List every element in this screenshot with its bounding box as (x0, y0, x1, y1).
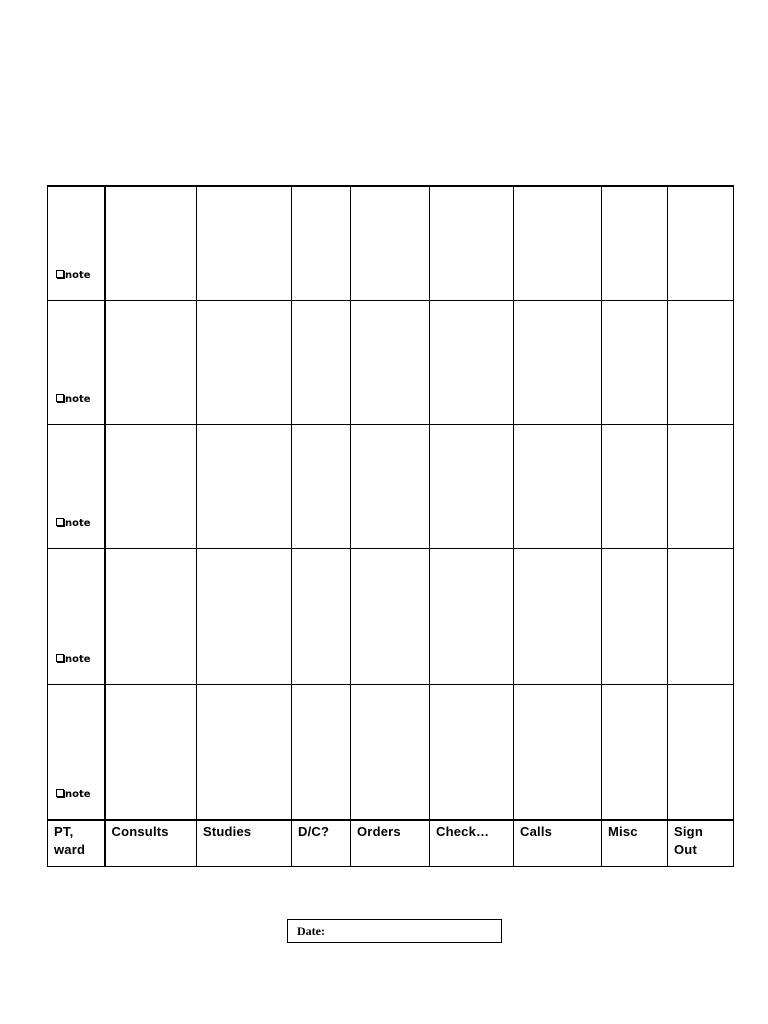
note-checkbox[interactable] (56, 654, 91, 666)
checkbox-icon[interactable] (56, 270, 64, 278)
sign-out-cell[interactable] (668, 548, 734, 684)
patient-row (48, 548, 734, 684)
header-check (430, 820, 514, 866)
dc-cell[interactable] (292, 186, 351, 300)
checkbox-icon[interactable] (56, 518, 64, 526)
consults-cell[interactable] (105, 548, 197, 684)
header-pt-ward (48, 820, 105, 866)
checkbox-icon[interactable] (56, 789, 64, 797)
header-label: D/C? (298, 824, 330, 839)
orders-cell[interactable] (351, 548, 430, 684)
misc-cell[interactable] (602, 424, 668, 548)
note-checkbox[interactable] (56, 270, 91, 282)
header-consults (105, 820, 197, 866)
check-cell[interactable] (430, 548, 514, 684)
header-dc (292, 820, 351, 866)
header-label: Studies (203, 824, 252, 839)
calls-cell[interactable] (514, 300, 602, 424)
patient-worksheet-table (47, 185, 734, 867)
sign-out-cell[interactable] (668, 684, 734, 820)
dc-cell[interactable] (292, 548, 351, 684)
pt-cell[interactable] (48, 186, 105, 300)
check-cell[interactable] (430, 186, 514, 300)
header-orders (351, 820, 430, 866)
orders-cell[interactable] (351, 424, 430, 548)
dc-cell[interactable] (292, 424, 351, 548)
date-label: Date: (297, 924, 325, 938)
orders-cell[interactable] (351, 684, 430, 820)
misc-cell[interactable] (602, 186, 668, 300)
misc-cell[interactable] (602, 548, 668, 684)
note-checkbox[interactable] (56, 518, 91, 530)
checkbox-icon[interactable] (56, 654, 64, 662)
date-field[interactable] (287, 919, 502, 943)
consults-cell[interactable] (105, 684, 197, 820)
studies-cell[interactable] (197, 424, 292, 548)
studies-cell[interactable] (197, 300, 292, 424)
header-label: Check… (436, 824, 490, 839)
header-label: Orders (357, 824, 401, 839)
dc-cell[interactable] (292, 300, 351, 424)
calls-cell[interactable] (514, 424, 602, 548)
patient-row (48, 684, 734, 820)
check-cell[interactable] (430, 300, 514, 424)
note-label: note (65, 789, 91, 800)
header-label: Misc (608, 824, 638, 839)
patient-row (48, 300, 734, 424)
note-label: note (65, 269, 91, 281)
calls-cell[interactable] (514, 684, 602, 820)
header-label: Consults (111, 824, 169, 839)
pt-cell[interactable] (48, 300, 105, 424)
studies-cell[interactable] (197, 684, 292, 820)
sign-out-cell[interactable] (668, 300, 734, 424)
header-label: PT, (54, 824, 74, 839)
header-label: Calls (520, 824, 553, 839)
pt-cell[interactable] (48, 684, 105, 820)
misc-cell[interactable] (602, 684, 668, 820)
patient-row (48, 424, 734, 548)
consults-cell[interactable] (105, 186, 197, 300)
dc-cell[interactable] (292, 684, 351, 820)
header-label: ward (54, 842, 86, 857)
consults-cell[interactable] (105, 424, 197, 548)
check-cell[interactable] (430, 684, 514, 820)
check-cell[interactable] (430, 424, 514, 548)
header-calls (514, 820, 602, 866)
note-checkbox[interactable] (56, 394, 91, 406)
patient-row (48, 186, 734, 300)
header-studies (197, 820, 292, 866)
note-label: note (65, 393, 91, 405)
orders-cell[interactable] (351, 300, 430, 424)
orders-cell[interactable] (351, 186, 430, 300)
studies-cell[interactable] (197, 548, 292, 684)
pt-cell[interactable] (48, 548, 105, 684)
studies-cell[interactable] (197, 186, 292, 300)
calls-cell[interactable] (514, 186, 602, 300)
sign-out-cell[interactable] (668, 186, 734, 300)
checkbox-icon[interactable] (56, 394, 64, 402)
note-label: note (65, 517, 91, 529)
calls-cell[interactable] (514, 548, 602, 684)
pt-cell[interactable] (48, 424, 105, 548)
note-checkbox[interactable] (56, 789, 91, 801)
note-label: note (65, 653, 91, 665)
consults-cell[interactable] (105, 300, 197, 424)
header-misc (602, 820, 668, 866)
misc-cell[interactable] (602, 300, 668, 424)
column-header-row (48, 820, 734, 866)
sign-out-cell[interactable] (668, 424, 734, 548)
header-sign-out (668, 820, 734, 866)
header-label: Sign (674, 824, 703, 839)
header-label: Out (674, 842, 697, 857)
